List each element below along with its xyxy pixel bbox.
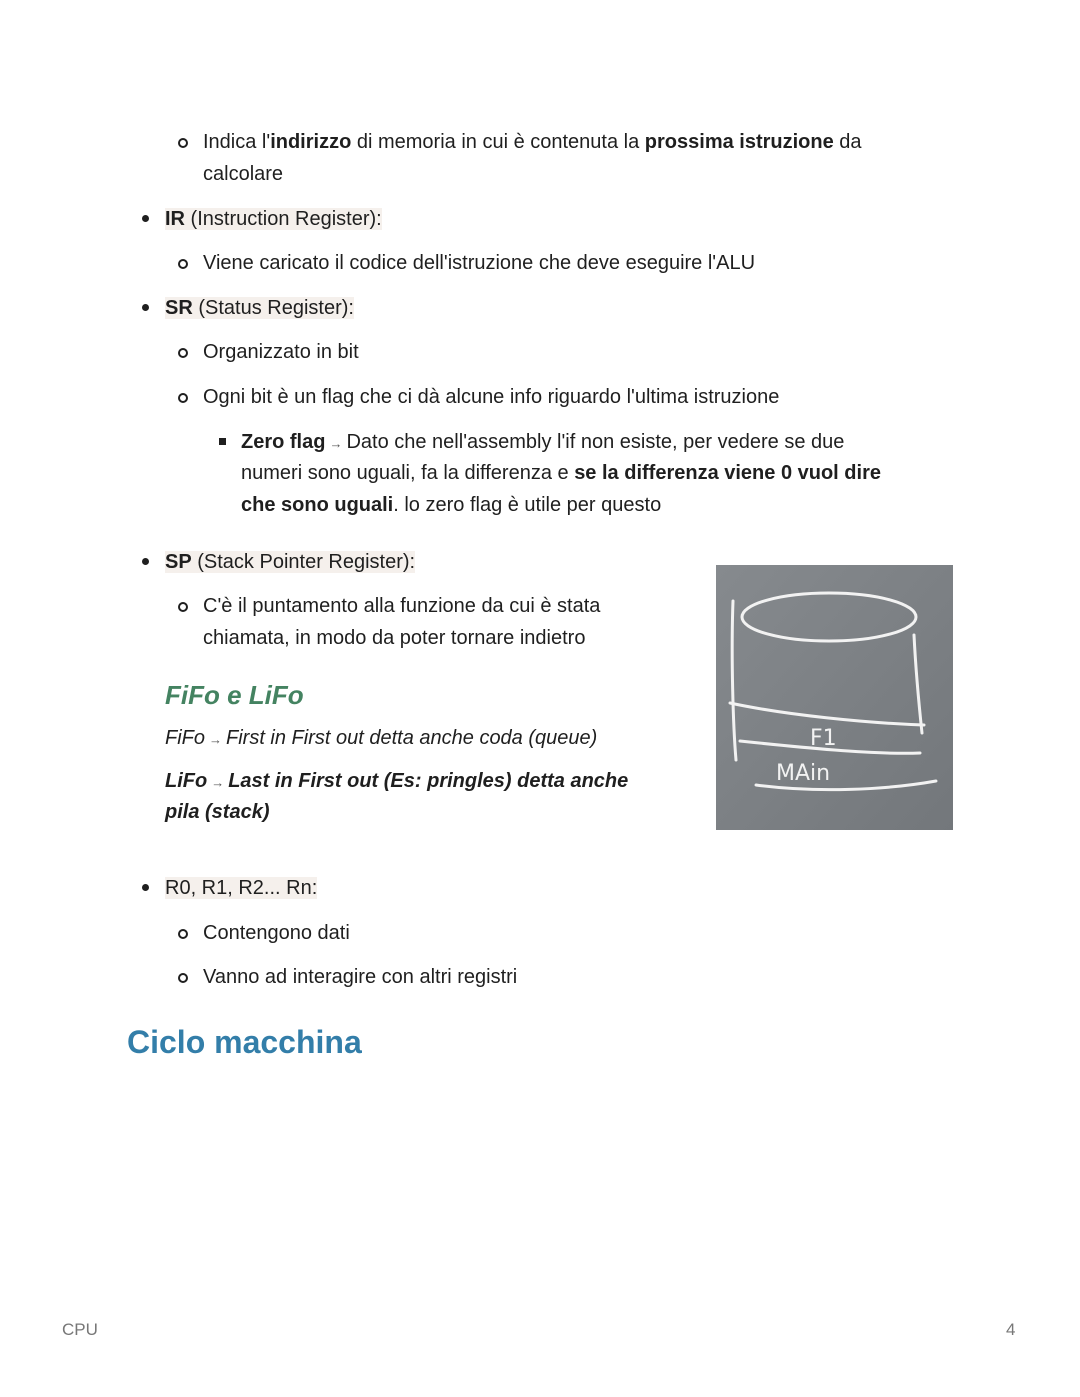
fifo-lifo-heading: FiFo e LiFo	[165, 680, 304, 710]
section-heading-ciclo-macchina: Ciclo macchina	[127, 1024, 362, 1060]
zero-flag-line2: numeri sono uguali, fa la differenza e se la differenza viene 0 vuol dire	[241, 462, 881, 484]
sr-description-1: Organizzato in bit	[203, 341, 359, 363]
lifo-definition-line2: pila (stack)	[165, 801, 270, 823]
stack-sketch-image	[716, 565, 953, 830]
sr-register-title: SR (Status Register):	[165, 297, 354, 319]
sp-register-title: SP (Stack Pointer Register):	[165, 551, 416, 573]
rn-register-title: R0, R1, R2... Rn:	[165, 877, 318, 899]
sketch-label-main: MAin	[776, 761, 831, 786]
zero-flag-line1: Zero flag → Dato che nell'assembly l'if non esiste, per vedere se due	[241, 431, 845, 453]
bullet-circle-icon	[178, 259, 188, 269]
ir-register-title: IR (Instruction Register):	[165, 208, 382, 230]
stack-drawing	[716, 565, 953, 830]
arrow-right-icon: →	[329, 436, 343, 451]
bullet-disc-icon	[142, 215, 149, 222]
bullet-circle-icon	[178, 138, 188, 148]
bullet-circle-icon	[178, 602, 188, 612]
sr-description-2: Ogni bit è un flag che ci dà alcune info riguardo l'ultima istruzione	[203, 386, 780, 408]
bullet-circle-icon	[178, 393, 188, 403]
rn-description-1: Contengono dati	[203, 922, 350, 944]
bullet-circle-icon	[178, 348, 188, 358]
bullet-circle-icon	[178, 929, 188, 939]
pc-description-line1: Indica l'indirizzo di memoria in cui è contenuta la prossima istruzione da	[203, 131, 862, 153]
bullet-disc-icon	[142, 304, 149, 311]
bullet-disc-icon	[142, 884, 149, 891]
ir-description: Viene caricato il codice dell'istruzione che deve eseguire l'ALU	[203, 252, 756, 274]
zero-flag-line3: che sono uguali. lo zero flag è utile per questo	[241, 494, 662, 516]
page-number: 4	[1006, 1320, 1016, 1339]
arrow-right-icon: →	[209, 732, 222, 747]
arrow-right-icon: →	[211, 775, 225, 790]
bullet-square-icon	[219, 438, 226, 445]
sketch-label-f1: F1	[810, 726, 837, 751]
fifo-definition: FiFo → First in First out detta anche coda (queue)	[165, 727, 598, 749]
footer-chapter: CPU	[62, 1320, 98, 1339]
sp-description-line2: chiamata, in modo da poter tornare indietro	[203, 627, 586, 649]
rn-description-2: Vanno ad interagire con altri registri	[203, 966, 518, 988]
bullet-disc-icon	[142, 558, 149, 565]
lifo-definition-line1: LiFo → Last in First out (Es: pringles) detta anche	[165, 770, 629, 792]
sp-description-line1: C'è il puntamento alla funzione da cui è stata	[203, 595, 601, 617]
pc-description-line2: calcolare	[203, 163, 284, 185]
bullet-circle-icon	[178, 973, 188, 983]
